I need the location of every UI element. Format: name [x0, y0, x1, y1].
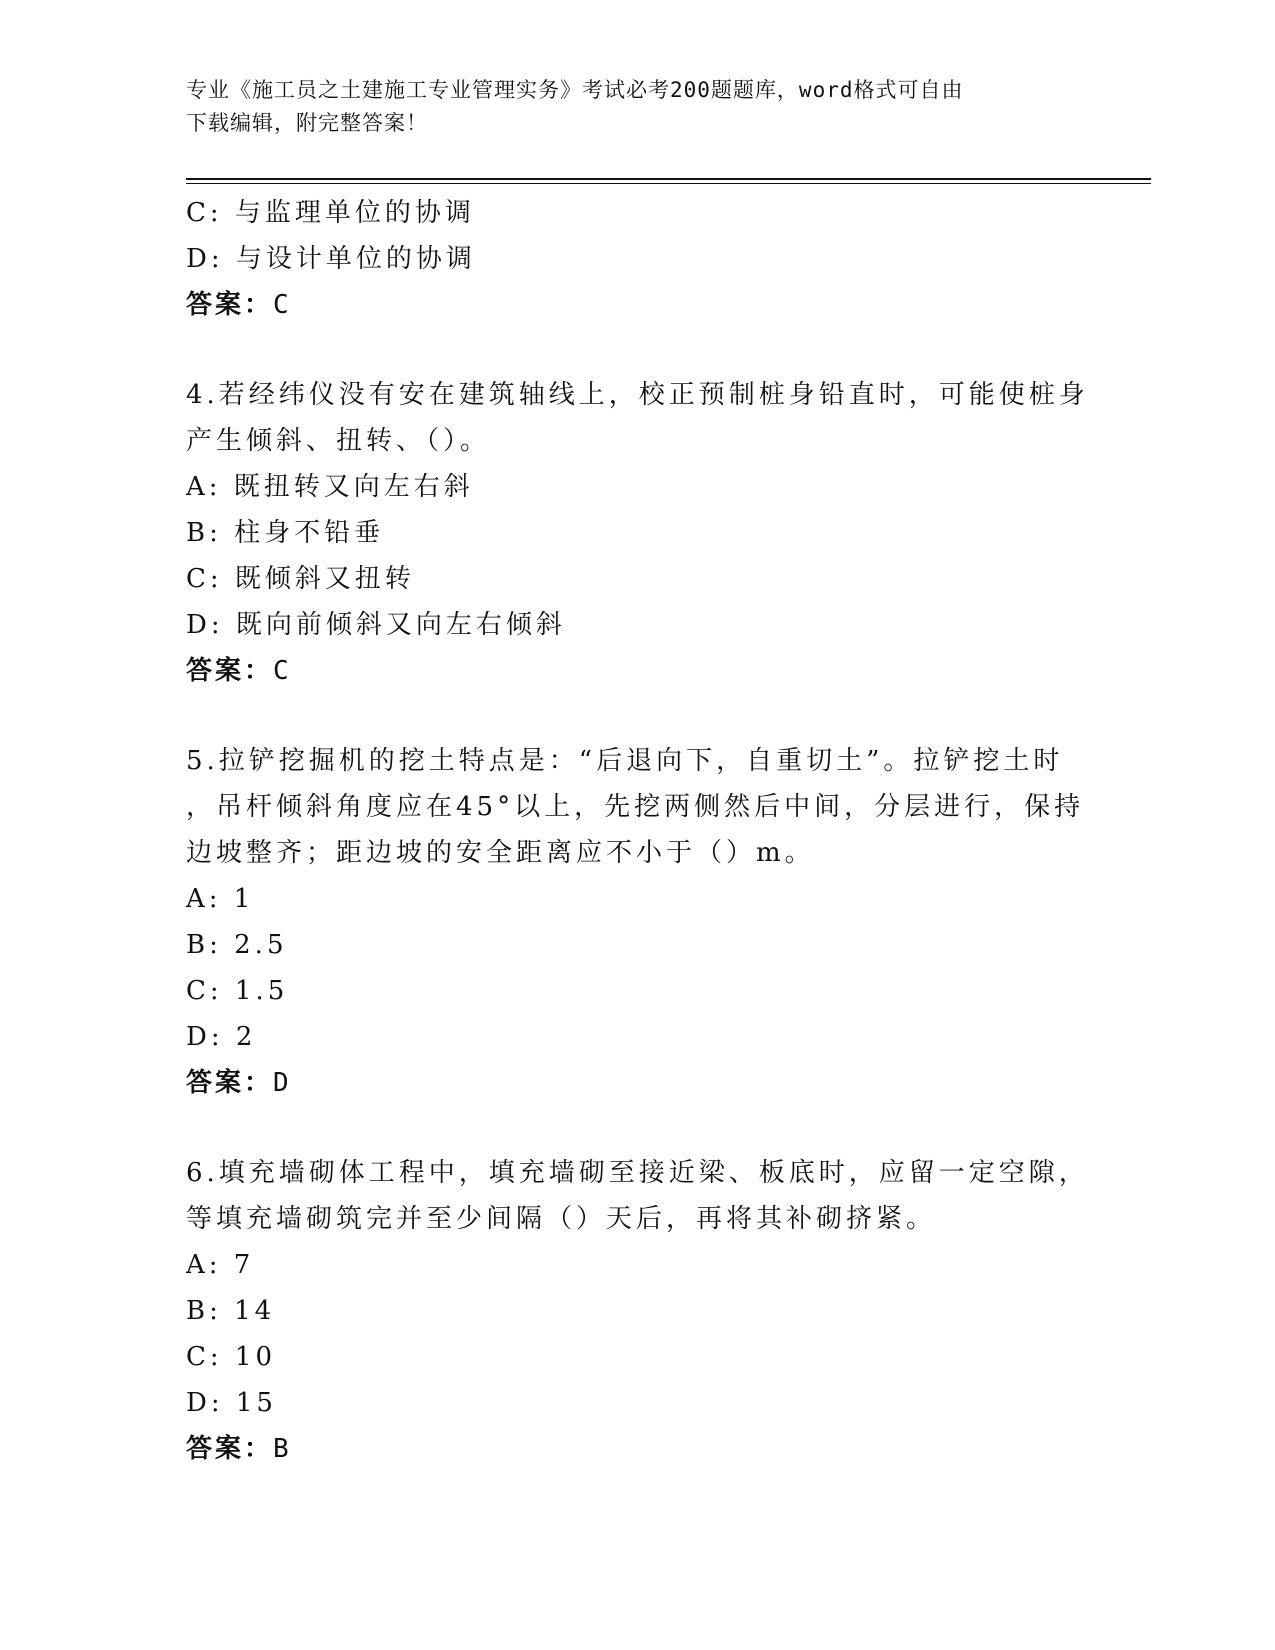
answer-line — [186, 1426, 1086, 1472]
header-line-1: 专业《施工员之土建施工专业管理实务》考试必考200题题库，word格式可自由 — [186, 78, 964, 102]
option-d: D: 15 — [186, 1388, 277, 1418]
option-c: C: 既倾斜又扭转 — [186, 564, 415, 594]
question-stem-line: 产生倾斜、扭转、（）。 — [186, 426, 491, 456]
option-c: C: 10 — [186, 1342, 277, 1372]
answer-value: C — [273, 656, 292, 686]
header-divider-thick — [186, 178, 1151, 180]
option-a: A: 7 — [186, 1250, 255, 1280]
answer-line — [186, 648, 1086, 694]
question-stem-line: 5.拉铲挖掘机的挖土特点是：“后退向下，自重切土”。拉铲挖土时 — [186, 746, 1064, 776]
option-a: A: 1 — [186, 884, 255, 914]
answer-line — [186, 1060, 1086, 1106]
answer-label: 答案： — [186, 290, 274, 320]
header-line-2: 下载编辑，附完整答案！ — [186, 111, 428, 135]
question-stem-line: 等填充墙砌筑完并至少间隔（）天后，再将其补砌挤紧。 — [186, 1204, 937, 1234]
option-a: A: 既扭转又向左右斜 — [186, 472, 474, 502]
option-b: B: 2.5 — [186, 930, 288, 960]
option-c: C: 1.5 — [186, 976, 289, 1006]
question-stem-line: ，吊杆倾斜角度应在45°以上，先挖两侧然后中间，分层进行，保持 — [186, 792, 1085, 822]
answer-value: B — [273, 1434, 292, 1464]
option-d: D: 既向前倾斜又向左右倾斜 — [186, 610, 566, 640]
answer-label: 答案： — [186, 1434, 274, 1464]
question-6 — [186, 1150, 1089, 1472]
option-c: C: 与监理单位的协调 — [186, 198, 475, 228]
answer-label: 答案： — [186, 656, 274, 686]
option-d: D: 与设计单位的协调 — [186, 244, 476, 274]
page-header — [186, 74, 1066, 140]
question-stem-line: 边坡整齐；距边坡的安全距离应不小于（）m。 — [186, 838, 815, 868]
header-divider-thin — [186, 183, 1151, 184]
question-3 — [186, 190, 1086, 328]
answer-value: D — [273, 1068, 292, 1098]
question-stem-line: 4.若经纬仪没有安在建筑轴线上，校正预制桩身铅直时，可能使桩身 — [186, 380, 1089, 410]
answer-value: C — [273, 290, 292, 320]
option-d: D: 2 — [186, 1022, 257, 1052]
answer-line — [186, 282, 1086, 328]
question-4 — [186, 372, 1089, 694]
option-b: B: 14 — [186, 1296, 276, 1326]
question-5 — [186, 738, 1086, 1106]
question-stem-line: 6.填充墙砌体工程中，填充墙砌至接近梁、板底时，应留一定空隙， — [186, 1158, 1089, 1188]
question-list — [186, 190, 1089, 1472]
option-b: B: 柱身不铅垂 — [186, 518, 385, 548]
answer-label: 答案： — [186, 1068, 274, 1098]
